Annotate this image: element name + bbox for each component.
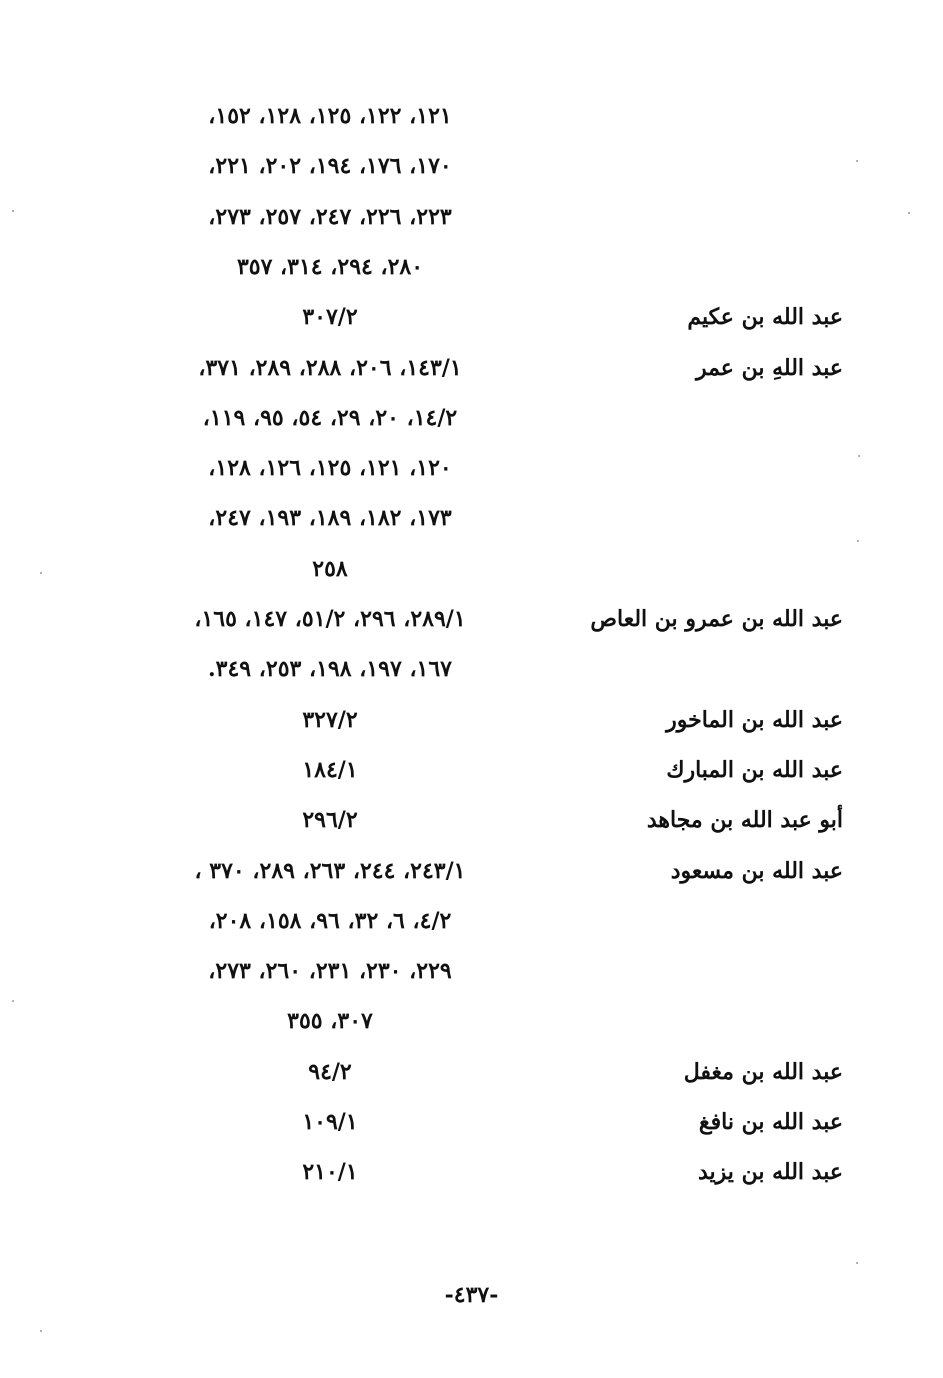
entry-references: ٢٤٣/١، ٢٤٤، ٢٦٣، ٢٨٩، ٣٧٠ ، [194, 857, 466, 884]
scan-speck [856, 1262, 858, 1264]
entry-references: ٢٨٠، ٢٩٤، ٣١٤، ٣٥٧ [236, 253, 424, 280]
scan-speck [858, 455, 860, 457]
entry-references: ٢٢٣، ٢٢٦، ٢٤٧، ٢٥٧، ٢٧٣، [208, 203, 452, 230]
entry-references: ١٦٧، ١٩٧، ١٩٨، ٢٥٣، ٣٤٩. [208, 656, 452, 683]
entry-name: عبد الله بن عمرو بن العاص [590, 606, 843, 632]
entry-references: ٢٥٨ [312, 555, 348, 582]
index-entry [0, 599, 943, 639]
index-entry [0, 649, 943, 689]
entry-references: ٣٢٧/٢ [302, 706, 358, 733]
entry-name: عبد اللهِ بن عمر [695, 354, 843, 381]
index-entry [0, 297, 943, 337]
entry-references: ٢١٠/١ [302, 1159, 358, 1186]
entry-references: ٣٠٧/٢ [302, 304, 358, 331]
scan-speck [856, 160, 858, 162]
index-entry [0, 1152, 943, 1192]
scan-speck [908, 212, 910, 214]
entry-references: ١٧٣، ١٨٢، ١٨٩، ١٩٣، ٢٤٧، [208, 505, 452, 532]
index-entry [0, 146, 943, 186]
entry-name: عبد الله بن عكيم [687, 304, 843, 331]
index-entry [0, 247, 943, 287]
index-entry [0, 398, 943, 438]
entry-name: عبد الله بن مسعود [670, 857, 843, 884]
entry-name: عبد الله بن الماخور [666, 706, 843, 733]
scan-speck [857, 540, 859, 542]
entry-references: ٤/٢، ٦، ٣٢، ٩٦، ١٥٨، ٢٠٨، [208, 907, 452, 934]
entry-name: عبد الله بن المبارك [666, 756, 843, 783]
entry-name: عبد الله بن نافغ [698, 1109, 843, 1135]
entry-references: ١٠٩/١ [302, 1109, 358, 1135]
entry-references: ٢٢٩، ٢٣٠، ٢٣١، ٢٦٠، ٢٧٣، [208, 958, 452, 985]
index-entry [0, 1052, 943, 1092]
scan-speck [40, 1330, 42, 1332]
index-entry [0, 800, 943, 840]
index-entry [0, 1102, 943, 1142]
scan-speck [12, 1000, 14, 1002]
entry-references: ٢٨٩/١، ٢٩٦، ٥١/٢، ١٤٧، ١٦٥، [194, 606, 466, 632]
entry-references: ١٤٣/١، ٢٠٦، ٢٨٨، ٢٨٩، ٣٧١، [198, 354, 462, 381]
index-entry [0, 498, 943, 538]
entry-name: أبو عبد الله بن مجاهد [646, 807, 843, 834]
index-entry [0, 197, 943, 237]
index-entry [0, 700, 943, 740]
page-number: -٤٣٧- [444, 1282, 499, 1308]
entry-references: ٣٠٧، ٣٥٥ [287, 1008, 373, 1035]
entry-references: ٢٩٦/٢ [302, 807, 358, 834]
index-entry [0, 750, 943, 790]
entry-references: ١٨٤/١ [302, 756, 358, 783]
entry-references: ١٤/٢، ٢٠، ٢٩، ٥٤، ٩٥، ١١٩، [202, 404, 458, 431]
index-entry [0, 851, 943, 891]
entry-references: ١٢٠، ١٢١، ١٢٥، ١٢٦، ١٢٨، [208, 455, 452, 482]
index-entry [0, 348, 943, 388]
index-entry [0, 951, 943, 991]
index-entry [0, 901, 943, 941]
entry-references: ١٧٠، ١٧٦، ١٩٤، ٢٠٢، ٢٢١، [208, 153, 452, 180]
index-entry [0, 1001, 943, 1041]
index-entry [0, 549, 943, 589]
index-entry [0, 448, 943, 488]
index-entry [0, 96, 943, 136]
entry-references: ١٢١، ١٢٢، ١٢٥، ١٢٨، ١٥٢، [208, 103, 452, 129]
scan-speck [40, 572, 42, 574]
scan-speck [12, 210, 14, 212]
entry-name: عبد الله بن مغفل [683, 1058, 843, 1085]
entry-name: عبد الله بن يزيد [698, 1159, 843, 1186]
entry-references: ٩٤/٢ [308, 1058, 352, 1085]
